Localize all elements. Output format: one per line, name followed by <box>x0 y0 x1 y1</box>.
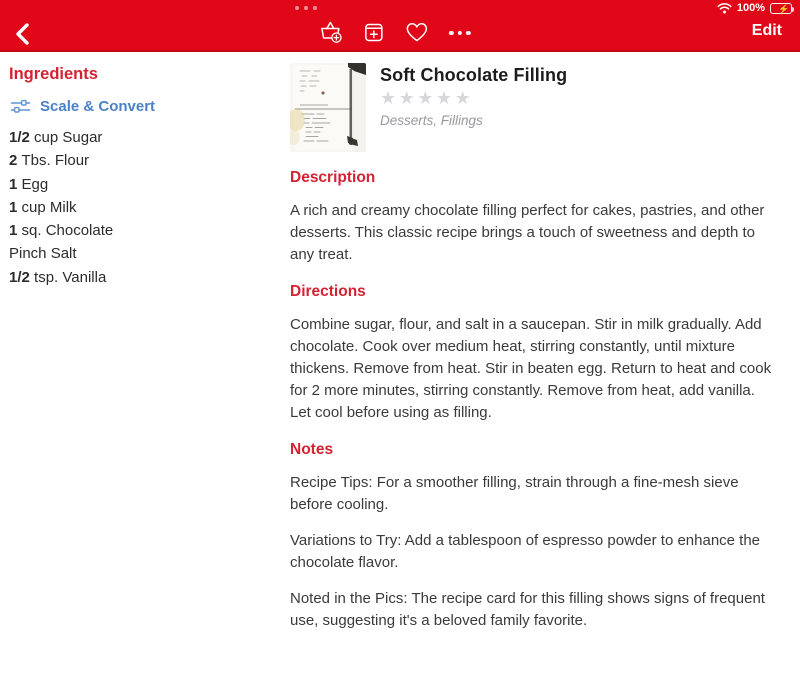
multitask-dots-icon <box>295 6 317 10</box>
ingredients-panel <box>0 52 282 646</box>
ingredient-quantity: 1/2 <box>9 268 35 286</box>
ingredient-quantity: 1 <box>9 198 22 216</box>
star-icon[interactable]: ★ <box>435 88 455 108</box>
section-paragraph: Noted in the Pics: The recipe card for this filling shows signs of frequent use, suggesting it's a beloved family favorite. <box>290 590 765 629</box>
favorite-button[interactable] <box>404 19 430 47</box>
wifi-icon <box>717 3 732 14</box>
section-paragraph: Recipe Tips: For a smoother filling, strain through a fine-mesh sieve before cooling. <box>290 474 739 513</box>
calendar-add-icon <box>362 20 386 47</box>
add-to-grocery-list-button[interactable] <box>318 19 344 47</box>
ingredient-text: sq. Chocolate <box>21 222 114 240</box>
ingredient-item[interactable] <box>9 219 274 242</box>
section-paragraph: A rich and creamy chocolate filling perfect for cakes, pastries, and other desserts. This classic recipe brings a touch of sweetness and depth to any treat. <box>290 202 765 263</box>
star-icon[interactable]: ★ <box>417 88 436 108</box>
chevron-left-icon <box>14 34 30 49</box>
recipe-title: Soft Chocolate Filling <box>380 65 568 85</box>
section-heading-description: Description <box>290 169 376 186</box>
ingredient-quantity: 1/2 <box>9 129 35 146</box>
recipe-sections <box>290 169 772 632</box>
recipe-categories: Desserts, Fillings <box>380 113 483 128</box>
ingredient-item[interactable] <box>9 173 274 196</box>
section-paragraph: Combine sugar, flour, and salt in a saucepan. Stir in milk gradually. Add chocolate. Cook over medium heat, stirring constantly, until mixture thickens. Remove from heat. Stir in beaten egg. Return to heat and cook for 2 more minutes, stirring constantly. Remove from heat, add vanilla. Let cool before using as filling. <box>290 316 772 421</box>
ingredient-text: Egg <box>21 175 49 193</box>
recipe-view <box>0 52 800 646</box>
ingredient-item[interactable] <box>9 149 274 172</box>
star-icon[interactable]: ★ <box>454 88 474 108</box>
ingredient-quantity: 2 <box>9 152 22 170</box>
star-icon[interactable]: ★ <box>398 88 418 108</box>
ingredient-list <box>9 126 274 289</box>
center-toolbar <box>318 19 473 47</box>
ingredient-text: cup Sugar <box>34 129 103 146</box>
battery-icon <box>770 3 792 14</box>
more-options-button[interactable] <box>447 19 473 47</box>
edit-button[interactable]: Edit <box>746 21 788 41</box>
section-heading-notes: Notes <box>290 441 334 458</box>
back-button[interactable] <box>8 20 36 48</box>
ingredient-item[interactable] <box>9 266 274 289</box>
recipe-header <box>290 63 772 152</box>
recipe-photo[interactable] <box>290 63 366 152</box>
navigation-row <box>0 16 800 52</box>
star-icon[interactable]: ★ <box>380 88 399 108</box>
recipe-title-block <box>380 63 567 152</box>
ingredient-text: cup Milk <box>21 198 77 216</box>
ingredient-text: Pinch Salt <box>9 245 77 263</box>
scale-convert-label: Scale & Convert <box>40 97 156 115</box>
ingredient-item[interactable] <box>9 196 274 219</box>
add-to-meal-planner-button[interactable] <box>361 19 387 47</box>
ingredient-quantity: 1 <box>9 222 22 240</box>
ingredient-text: tsp. Vanilla <box>34 268 107 286</box>
recipe-detail <box>282 52 782 646</box>
scale-convert-button[interactable] <box>9 95 155 117</box>
ellipsis-icon <box>449 31 471 36</box>
top-bar <box>0 0 800 52</box>
section-heading-directions: Directions <box>290 283 366 300</box>
rating-stars[interactable] <box>380 89 567 107</box>
ingredients-heading: Ingredients <box>9 65 98 83</box>
heart-icon <box>405 21 429 46</box>
battery-percent: 100% <box>736 2 765 14</box>
section-paragraph: Variations to Try: Add a tablespoon of espresso powder to enhance the chocolate flavor. <box>290 532 761 571</box>
status-bar-right <box>717 2 792 14</box>
ingredient-item[interactable] <box>9 242 274 265</box>
ingredient-item[interactable] <box>9 126 274 149</box>
ingredient-text: Tbs. Flour <box>21 152 90 170</box>
charging-bolt-icon: ⚡ <box>778 3 790 14</box>
ingredient-quantity: 1 <box>9 175 22 193</box>
sliders-icon <box>10 98 31 115</box>
grocery-basket-add-icon <box>318 19 344 48</box>
